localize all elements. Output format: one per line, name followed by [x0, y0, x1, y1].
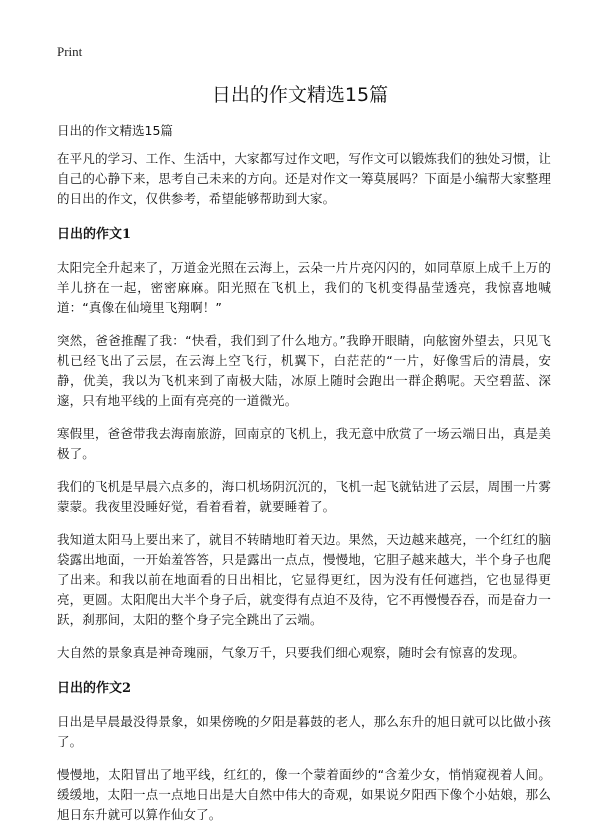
body-paragraph: 我们的飞机是早晨六点多的，海口机场阴沉沉的，飞机一起飞就钻进了云层，周围一片雾蒙蒙。我夜里没睡好觉，看着看着，就要睡着了。	[57, 479, 551, 514]
section-heading: 日出的作文1	[57, 227, 132, 242]
intro-paragraph: 在平凡的学习、工作、生活中，大家都写过作文吧，写作文可以锻炼我们的独处习惯，让自己的心静下来，思考自己未来的方向。还是对作文一筹莫展吗？下面是小编帮大家整理的日出的作文，仅供参考，希望能够帮助到大家。	[57, 151, 551, 206]
page-title: 日出的作文精选15篇	[211, 84, 389, 106]
article-body	[57, 149, 551, 838]
body-paragraph: 太阳完全升起来了，万道金光照在云海上，云朵一片片亮闪闪的，如同草原上成千上万的羊儿挤在一起，密密麻麻。阳光照在飞机上，我们的飞机变得晶莹透亮，我惊喜地喊道：“真像在仙境里飞翔啊！”	[57, 260, 551, 315]
body-paragraph: 慢慢地，太阳冒出了地平线，红红的，像一个蒙着面纱的“含羞少女，悄悄窥视着人间。缓缓地，太阳一点一点地日出是大自然中伟大的奇观，如果说夕阳西下像个小姑娘，那么旭日东升就可以算作仙女了。	[57, 767, 551, 822]
body-paragraph: 日出是早晨最没得景象，如果傍晚的夕阳是暮鼓的老人，那么东升的旭日就可以比做小孩了。	[57, 714, 551, 749]
article-subtitle: 日出的作文精选15篇	[57, 123, 173, 138]
print-link[interactable]: Print	[57, 44, 83, 59]
section-heading: 日出的作文2	[57, 681, 132, 696]
body-paragraph: 突然，爸爸推醒了我：“快看，我们到了什么地方。”我睁开眼睛，向舷窗外望去，只见飞机已经飞出了云层，在云海上空飞行，机翼下，白茫茫的“一片，好像雪后的清晨，安静，优美，我以为飞机来到了南极大陆，冰原上随时会跑出一群企鹅呢。天空碧蓝、深邃，只有地平线的上面有亮亮的一道微光。	[57, 333, 551, 408]
body-paragraph: 我知道太阳马上要出来了，就目不转睛地盯着天边。果然，天边越来越亮，一个红红的脑袋露出地面，一开始羞答答，只是露出一点点，慢慢地，它胆子越来越大，半个身子也爬了出来。和我以前在地面看的日出相比，它显得更红，因为没有任何遮挡，它也显得更亮，更圆。太阳爬出大半个身子后，就变得有点迫不及待，它不再慢慢吞吞，而是奋力一跃，刹那间，太阳的整个身子完全跳出了云端。	[57, 532, 551, 627]
body-paragraph: 寒假里，爸爸带我去海南旅游，回南京的飞机上，我无意中欣赏了一场云端日出，真是美极了。	[57, 426, 551, 461]
body-paragraph: 大自然的景象真是神奇瑰丽，气象万千，只要我们细心观察，随时会有惊喜的发现。	[57, 645, 526, 660]
